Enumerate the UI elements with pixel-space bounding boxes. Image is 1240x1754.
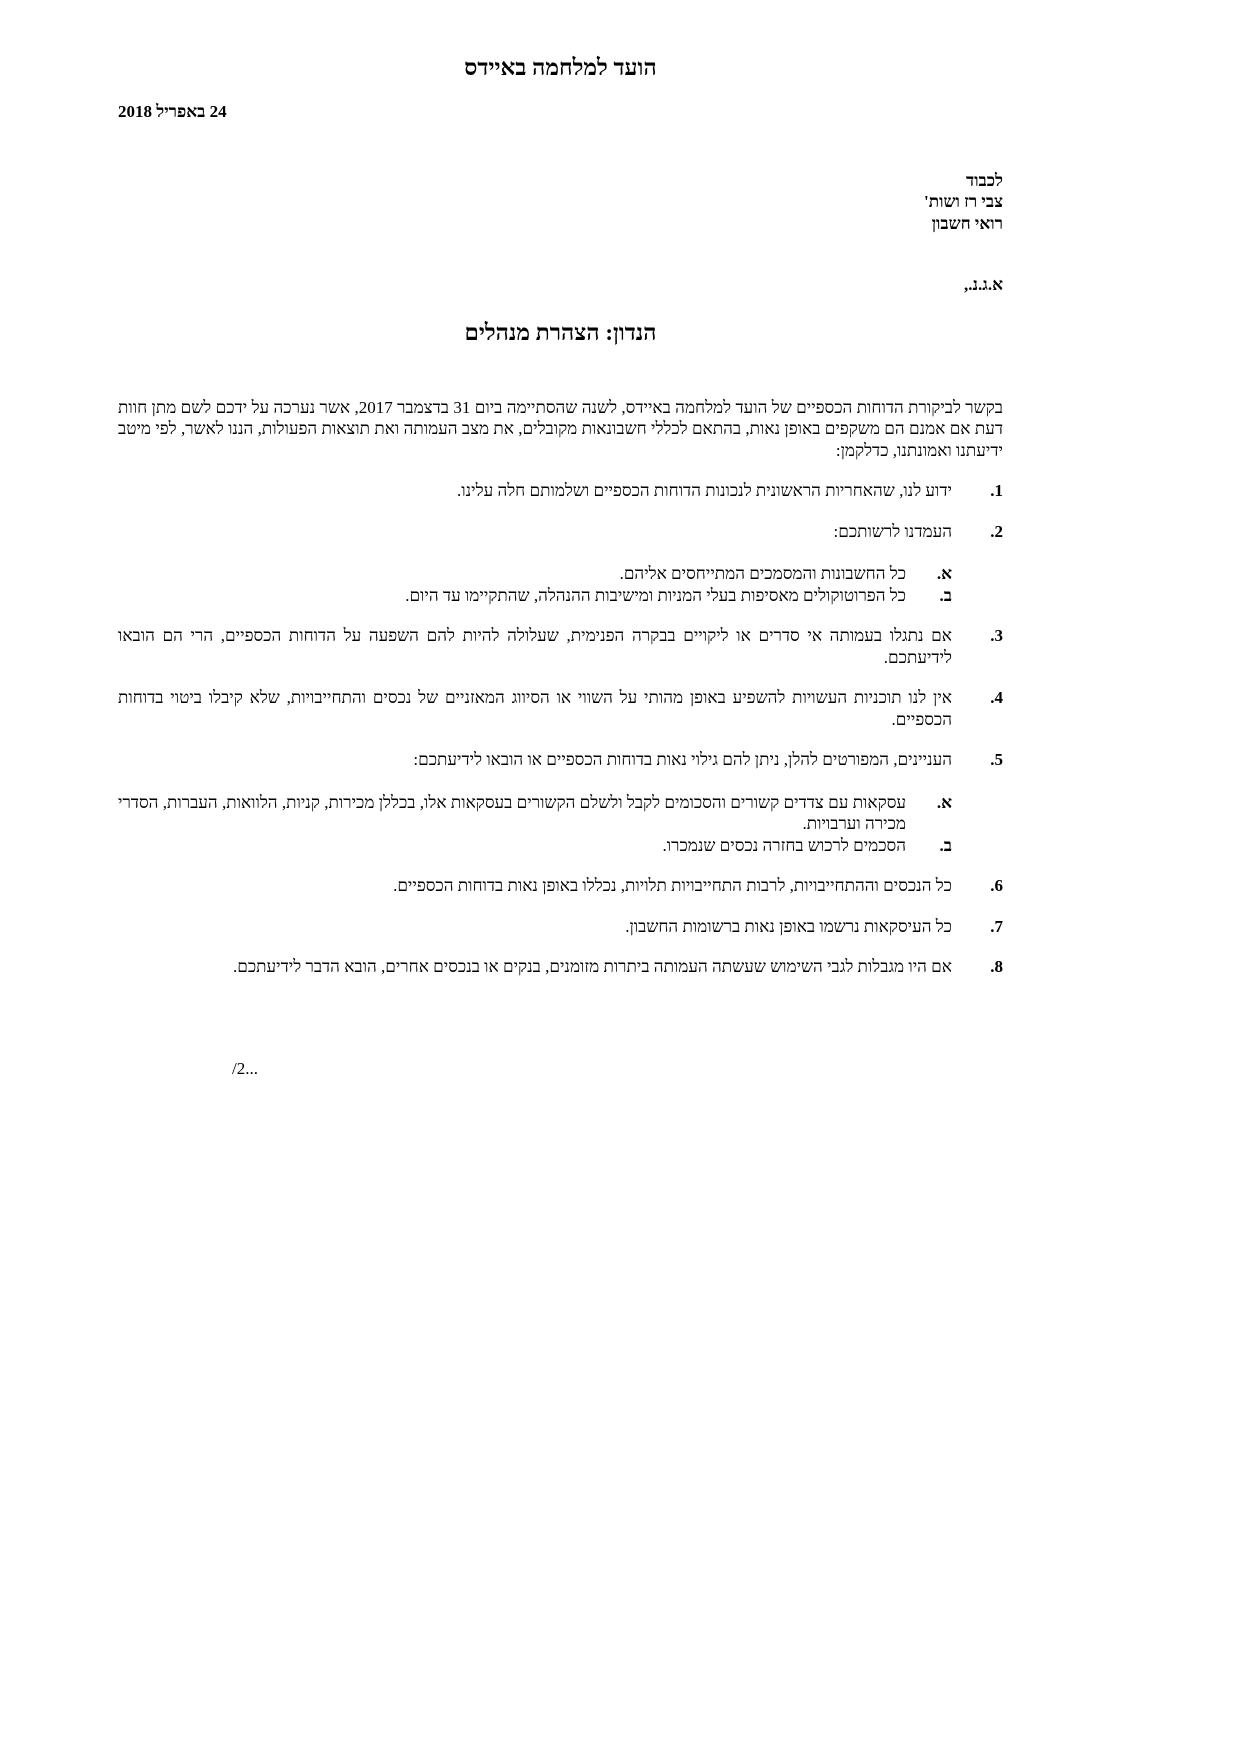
sub-list-item xyxy=(118,563,952,585)
sub-list-item xyxy=(118,835,952,857)
item-text: אם נתגלו בעמותה אי סדרים או ליקויים בבקרה הפנימית, שעלולה להיות להם השפעה על הדוחות הכספיים, הרי הם הובאו לידיעתכם. xyxy=(118,626,952,667)
recipient-to-label: לכבוד xyxy=(966,170,1003,190)
item-text: אין לנו תוכניות העשויות להשפיע באופן מהותי על השווי או הסיווג המאזניים של נכסים והתחייבויות, שלא קיבלו ביטוי בדוחות הכספיים. xyxy=(118,688,952,729)
item-number: 4. xyxy=(990,688,1003,707)
sub-list-item xyxy=(118,585,952,607)
item-number: 7. xyxy=(990,916,1003,936)
item-number: 8. xyxy=(990,957,1003,976)
item-text: העמדנו לרשותכם: xyxy=(833,521,952,541)
page-continuation-marker: /2... xyxy=(232,1058,258,1078)
list-item xyxy=(118,956,1003,978)
sub-list-item xyxy=(118,792,952,835)
sub-list xyxy=(118,563,952,606)
intro-paragraph: בקשר לביקורת הדוחות הכספיים של הועד למלחמה באיידס, לשנה שהסתיימה ביום 31 בדצמבר 2017, אשר נערכה על ידכם לשם מתן חוות דעת אם אמנם הם משקפים באופן נאות, בהתאם לכללי חשבונאות מקובלים, את מצב העמותה ואת תוצאות הפעולות, הננו לאשר, לפי מיטב ידיעתנו ואמונתנו, כדלקמן: xyxy=(118,397,1003,460)
item-text: כל הנכסים וההתחייבויות, לרבות התחייבויות תלויות, נכללו באופן נאות בדוחות הכספיים. xyxy=(393,876,952,895)
list-item xyxy=(118,749,1003,771)
item-text: ידוע לנו, שהאחריות הראשונית לנכונות הדוחות הכספיים ושלמותם חלה עלינו. xyxy=(457,481,952,500)
sub-item-text: כל הפרוטוקולים מאסיפות בעלי המניות ומישיבות ההנהלה, שהתקיימו עד היום. xyxy=(405,585,906,605)
date-row xyxy=(118,101,1003,123)
sub-item-letter: ב. xyxy=(939,835,952,855)
item-number: 3. xyxy=(990,626,1003,645)
sub-list xyxy=(118,792,952,857)
sub-item-text: עסקאות עם צדדים קשורים והסכומים לקבל ולשלם הקשורים בעסקאות אלו, בכללן מכירות, קניות, הלוואות, העברות, הסדרי מכירה וערבויות. xyxy=(118,792,906,833)
sub-item-letter: א. xyxy=(936,564,952,583)
subject-line: הנדון: הצהרת מנהלים xyxy=(464,319,657,345)
sub-item-text: הסכמים לרכוש בחזרה נכסים שנמכרו. xyxy=(662,835,906,855)
item-text: אם היו מגבלות לגבי השימוש שעשתה העמותה ביתרות מזומנים, בנקים או בנכסים אחרים, הובא הדבר לידיעתכם. xyxy=(233,957,952,976)
item-number: 1. xyxy=(990,481,1003,500)
list-item xyxy=(118,480,1003,502)
item-number: 6. xyxy=(990,876,1003,895)
recipient-name: צבי רז ושות' xyxy=(924,192,1003,211)
organization-title: הועד למלחמה באיידס xyxy=(464,55,657,80)
recipient-block xyxy=(118,170,1003,235)
sub-item-text: כל החשבונות והמסמכים המתייחסים אליהם. xyxy=(619,564,906,583)
list-item xyxy=(118,916,1003,938)
item-text: כל העיסקאות נרשמו באופן נאות ברשומות החשבון. xyxy=(625,916,952,936)
list-item xyxy=(118,625,1003,668)
item-number: 5. xyxy=(990,750,1003,769)
list-item xyxy=(118,875,1003,897)
item-number: 2. xyxy=(990,521,1003,541)
greeting: א.ג.נ., xyxy=(963,275,1003,294)
page-continuation xyxy=(118,1058,1003,1080)
sub-item-letter: ב. xyxy=(939,585,952,605)
list-item xyxy=(118,521,1003,543)
list-item xyxy=(118,687,1003,730)
sub-item-letter: א. xyxy=(936,792,952,812)
letter-date: 24 באפריל 2018 xyxy=(118,102,227,121)
item-text: העניינים, המפורטים להלן, ניתן להם גילוי נאות בדוחות הכספיים או הובאו לידיעתכם: xyxy=(413,750,952,769)
recipient-title: רואי חשבון xyxy=(931,213,1003,233)
letter-content xyxy=(118,0,1003,1079)
